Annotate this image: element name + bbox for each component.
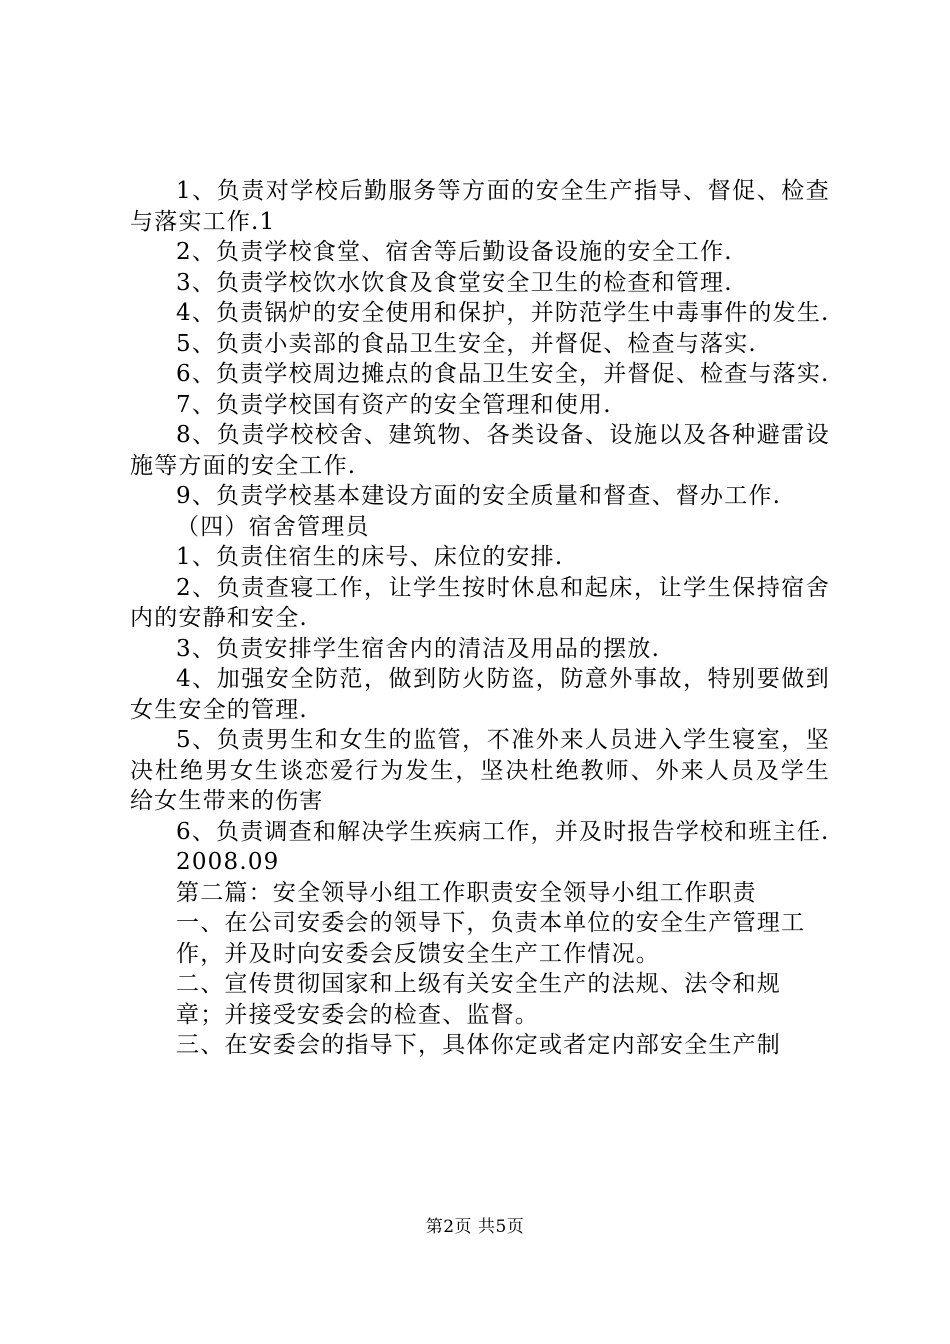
paragraph: 2、负责查寝工作，让学生按时休息和起床，让学生保持宿舍内的安静和安全. — [130, 574, 830, 631]
paragraph: 三、在安委会的指导下，具体你定或者定内部安全生产制 — [176, 1032, 781, 1058]
paragraph-continuation: 作，并及时向安委会反馈安全生产工作情况。 — [176, 940, 660, 967]
date-line: 2008.09 — [176, 849, 280, 875]
paragraph-continuation: 章；并接受安委会的检查、监督。 — [176, 1001, 539, 1028]
paragraph: 8、负责学校校舍、建筑物、各类设备、设施以及各种避雷设施等方面的安全工作. — [130, 422, 830, 479]
page-number-footer: 第2页 共5页 — [425, 1217, 525, 1237]
paragraph: 6、负责调查和解决学生疾病工作，并及时报告学校和班主任. — [176, 818, 830, 845]
paragraph: 3、负责学校饮水饮食及食堂安全卫生的检查和管理. — [176, 269, 733, 296]
paragraph: 二、宣传贯彻国家和上级有关安全生产的法规、法令和规 — [176, 971, 781, 997]
paragraph: 4、加强安全防范，做到防火防盗，防意外事故，特别要做到女生安全的管理. — [130, 666, 830, 723]
body-text — [130, 176, 830, 1061]
paragraph: 6、负责学校周边摊点的食品卫生安全，并督促、检查与落实. — [176, 361, 830, 387]
paragraph: 一、在公司安委会的领导下，负责本单位的安全生产管理工 — [176, 910, 806, 936]
paragraph: 9、负责学校基本建设方面的安全质量和督查、督办工作. — [176, 483, 782, 509]
paragraph: 1、负责住宿生的床号、床位的安排. — [176, 544, 564, 570]
paragraph: 1、负责对学校后勤服务等方面的安全生产指导、督促、检查与落实工作.1 — [130, 178, 830, 235]
paragraph: 4、负责锅炉的安全使用和保护，并防范学生中毒事件的发生. — [176, 300, 830, 326]
paragraph: 2、负责学校食堂、宿舍等后勤设备设施的安全工作. — [176, 239, 733, 265]
chapter-title: 第二篇：安全领导小组工作职责安全领导小组工作职责 — [176, 879, 757, 906]
paragraph: 7、负责学校国有资产的安全管理和使用. — [176, 391, 612, 418]
paragraph: 3、负责安排学生宿舍内的清洁及用品的摆放. — [176, 635, 661, 662]
paragraph: 5、负责男生和女生的监管，不准外来人员进入学生寝室，坚决杜绝男女生谈恋爱行为发生，坚决杜绝教师、外来人员及学生给女生带来的伤害 — [130, 727, 830, 814]
paragraph: 5、负责小卖部的食品卫生安全，并督促、检查与落实. — [176, 330, 757, 357]
section-heading: （四）宿舍管理员 — [176, 513, 370, 540]
